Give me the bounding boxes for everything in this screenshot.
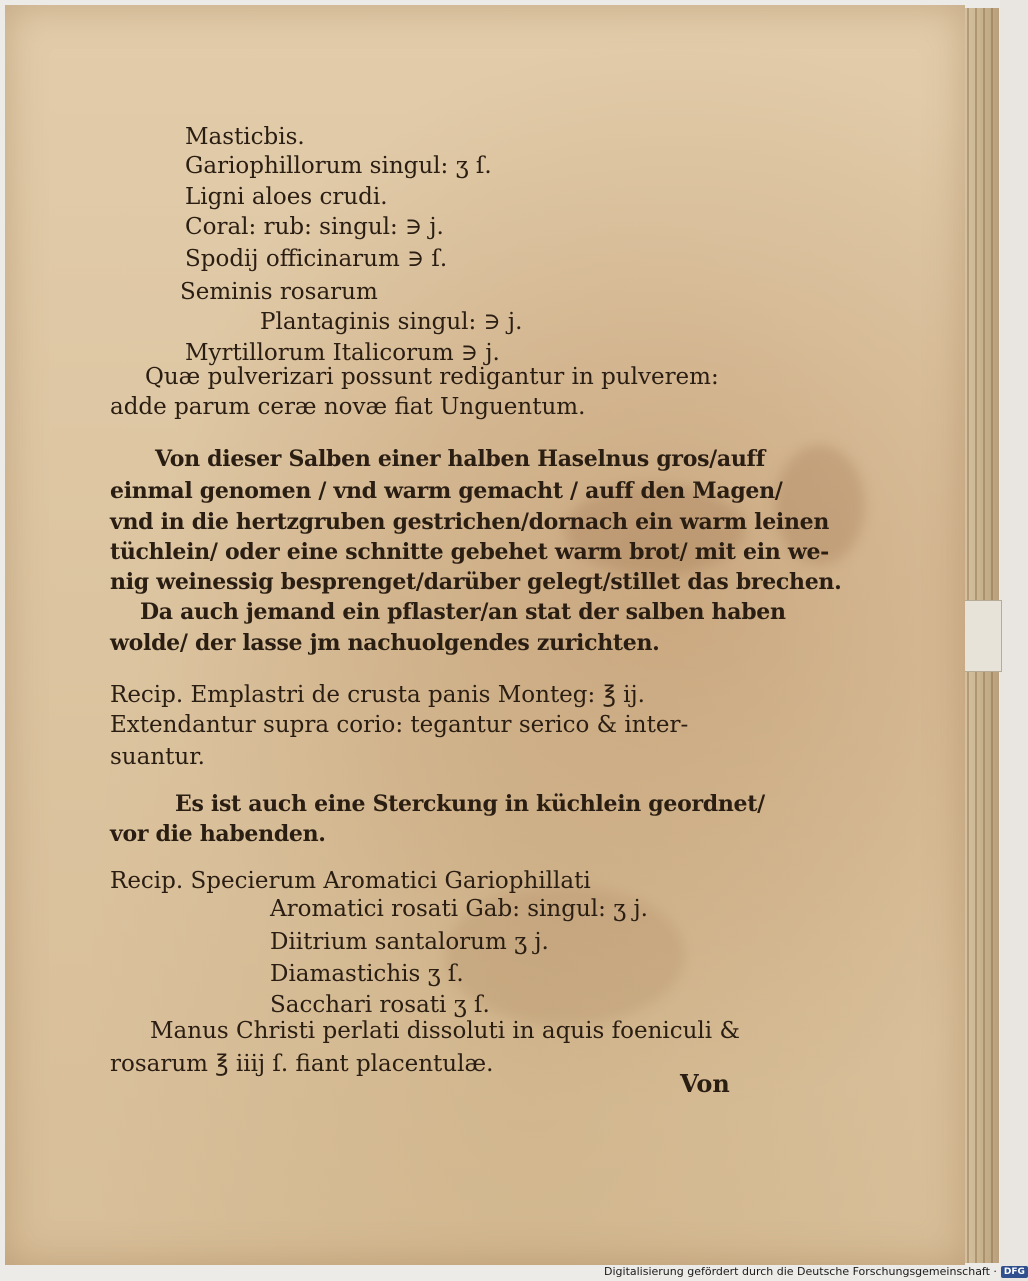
text-line: Sacchari rosati ʒ ſ. (270, 992, 490, 1018)
text-line: wolde/ der lasse jm nachuolgendes zurichten. (110, 630, 660, 656)
text-line: Manus Christi perlati dissoluti in aquis foeniculi & (150, 1018, 740, 1044)
dfg-logo: DFG (1001, 1266, 1028, 1278)
text-line: Recip. Emplastri de crusta panis Monteg: ℥ ij. (110, 682, 645, 708)
book-page (5, 5, 965, 1265)
text-line: Seminis rosarum (180, 279, 378, 305)
text-line: Masticbis. (185, 124, 305, 150)
text-line: Myrtillorum Italicorum ∋ j. (185, 340, 500, 366)
text-line: tüchlein/ oder eine schnitte gebehet warm brot/ mit ein we- (110, 539, 829, 565)
text-line: Extendantur supra corio: tegantur serico & inter- (110, 712, 689, 738)
text-line: Ligni aloes crudi. (185, 184, 388, 210)
page-text (5, 5, 965, 1265)
text-line: Aromatici rosati Gab: singul: ʒ j. (270, 896, 648, 922)
text-line: Diamastichis ʒ ſ. (270, 961, 464, 987)
text-line: Gariophillorum singul: ʒ ſ. (185, 153, 492, 179)
text-line: adde parum ceræ novæ fiat Unguentum. (110, 394, 586, 420)
text-line: Quæ pulverizari possunt redigantur in pulverem: (145, 364, 719, 390)
catchword: Von (680, 1069, 730, 1098)
credit-text: Digitalisierung gefördert durch die Deutsche Forschungsgemeinschaft · (604, 1265, 997, 1278)
digitization-credit (604, 1262, 1025, 1281)
text-line: einmal genomen / vnd warm gemacht / auff den Magen/ (110, 478, 783, 504)
text-line: Diitrium santalorum ʒ j. (270, 929, 549, 955)
text-line: Recip. Specierum Aromatici Gariophillati (110, 868, 591, 894)
text-line: Plantaginis singul: ∋ j. (260, 309, 523, 335)
text-line: Coral: rub: singul: ∋ j. (185, 214, 444, 240)
text-line: Es ist auch eine Sterckung in küchlein geordnet/ (175, 791, 765, 817)
text-line: nig weinessig besprenget/darüber gelegt/stillet das brechen. (110, 569, 842, 595)
text-line: Spodij officinarum ∋ ſ. (185, 246, 448, 272)
text-line: rosarum ℥ iiij ſ. fiant placentulæ. (110, 1051, 494, 1077)
text-line: vnd in die hertzgruben gestrichen/dornach ein warm leinen (110, 509, 830, 535)
text-line: Von dieser Salben einer halben Haselnus gros/auff (155, 446, 765, 472)
text-line: vor die habenden. (110, 821, 326, 847)
text-line: Da auch jemand ein pflaster/an stat der salben haben (140, 599, 786, 625)
text-line: suantur. (110, 744, 205, 770)
